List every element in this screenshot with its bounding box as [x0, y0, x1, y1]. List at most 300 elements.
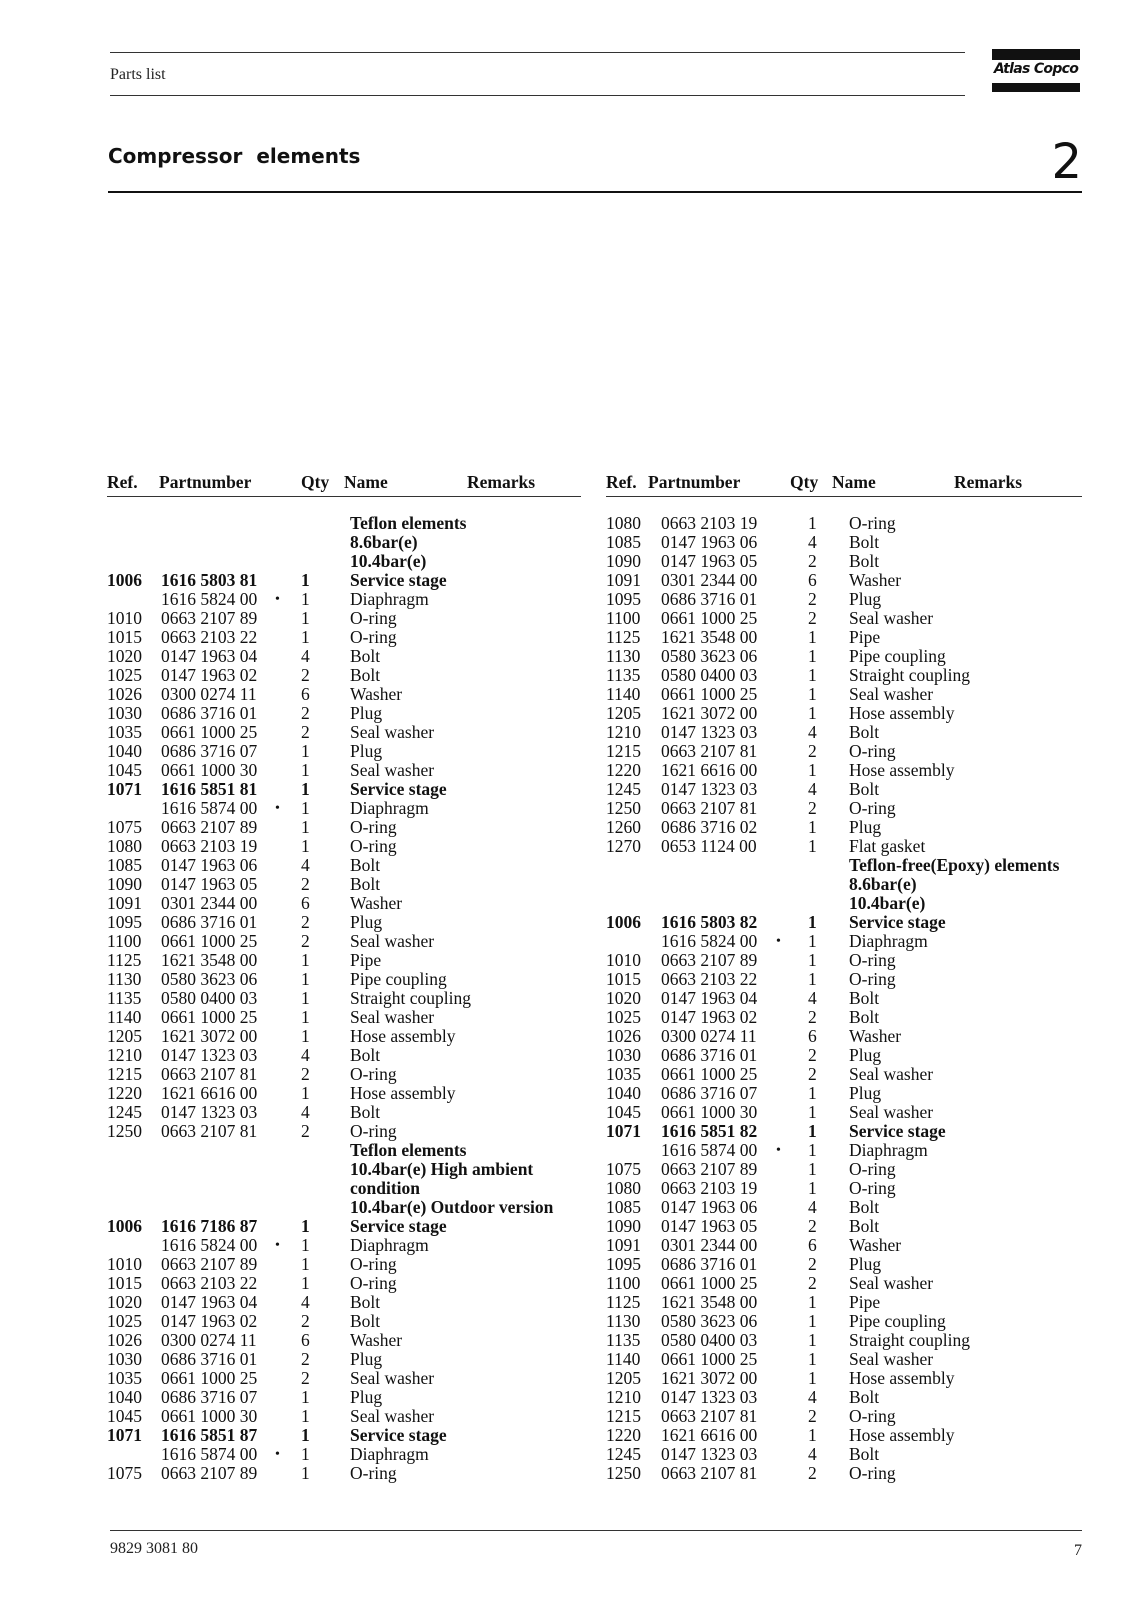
part-number-cell: 0663 2107 89	[161, 608, 258, 628]
name-cell: O-ring	[849, 798, 896, 818]
part-number-cell: 0663 2107 81	[661, 1463, 758, 1483]
ref-cell: 1091	[606, 1235, 641, 1255]
ref-cell: 1045	[107, 760, 142, 780]
name-cell: Straight coupling	[849, 665, 971, 685]
name-cell: O-ring	[849, 1178, 896, 1198]
ref-cell: 1210	[107, 1045, 142, 1065]
ref-cell: 1085	[606, 1197, 641, 1217]
table-row	[107, 1217, 581, 1236]
name-cell: Bolt	[849, 722, 880, 742]
qty-cell: 1	[301, 1387, 310, 1407]
name-cell: O-ring	[849, 513, 896, 533]
part-number-cell: 0580 3623 06	[161, 969, 258, 989]
part-number-cell: 0147 1323 03	[661, 1444, 758, 1464]
name-cell: Teflon elements	[350, 513, 467, 533]
part-number-cell: 0580 0400 03	[661, 665, 758, 685]
table-row	[107, 1274, 581, 1293]
name-cell: Bolt	[849, 988, 880, 1008]
ref-cell: 1205	[606, 1368, 641, 1388]
ref-cell: 1095	[606, 1254, 641, 1274]
table-row	[107, 723, 581, 742]
name-cell: Bolt	[350, 874, 381, 894]
name-cell: Diaphragm	[350, 1444, 429, 1464]
name-cell: Bolt	[350, 1045, 381, 1065]
table-row	[107, 1388, 581, 1407]
name-cell: Bolt	[849, 532, 880, 552]
name-cell: Seal washer	[849, 1064, 934, 1084]
qty-cell: 1	[301, 1007, 310, 1027]
table-row	[606, 628, 1082, 647]
ref-cell: 1245	[107, 1102, 142, 1122]
part-number-cell: 0663 2103 19	[161, 836, 258, 856]
qty-cell: 6	[301, 1330, 310, 1350]
ref-cell: 1245	[606, 779, 641, 799]
ref-cell: 1130	[107, 969, 142, 989]
part-number-cell: 1621 6616 00	[661, 760, 758, 780]
ref-cell: 1215	[107, 1064, 142, 1084]
table-row	[606, 723, 1082, 742]
qty-cell: 1	[808, 760, 817, 780]
ref-cell: 1085	[606, 532, 641, 552]
ref-cell: 1010	[606, 950, 641, 970]
part-number-cell: 0663 2107 89	[661, 950, 758, 970]
table-row	[107, 1160, 581, 1179]
ref-cell: 1091	[606, 570, 641, 590]
name-cell: Pipe	[849, 1292, 881, 1312]
section-rule	[108, 191, 1082, 193]
qty-cell: 1	[301, 1254, 310, 1274]
ref-cell: 1035	[107, 1368, 142, 1388]
part-number-cell: 0147 1323 03	[661, 1387, 758, 1407]
table-row	[107, 761, 581, 780]
table-row	[606, 780, 1082, 799]
qty-cell: 2	[808, 1254, 817, 1274]
ref-cell: 1006	[606, 912, 641, 932]
name-cell: 10.4bar(e)	[350, 551, 427, 571]
table-row	[606, 1407, 1082, 1426]
qty-cell: 1	[808, 1311, 817, 1331]
part-number-cell: 0147 1963 04	[161, 646, 258, 666]
name-cell: 8.6bar(e)	[350, 532, 418, 552]
qty-cell: 1	[808, 627, 817, 647]
qty-cell: 1	[808, 1330, 817, 1350]
name-cell: Diaphragm	[350, 798, 429, 818]
qty-cell: 1	[301, 988, 310, 1008]
footer-doc-number: 9829 3081 80	[110, 1540, 198, 1557]
part-number-cell: 1616 5851 81	[161, 779, 258, 799]
part-number-cell: 0686 3716 07	[161, 741, 258, 761]
ref-cell: 1215	[606, 741, 641, 761]
table-row	[107, 856, 581, 875]
part-number-cell: 0301 2344 00	[661, 570, 758, 590]
name-cell: O-ring	[350, 1064, 397, 1084]
table-row	[107, 742, 581, 761]
qty-cell: 4	[301, 1102, 310, 1122]
table-row	[606, 761, 1082, 780]
name-cell: Bolt	[350, 1292, 381, 1312]
qty-cell: 2	[301, 722, 310, 742]
col-header-ref: Ref.	[606, 472, 637, 492]
ref-cell: 1010	[107, 608, 142, 628]
qty-cell: 1	[808, 931, 817, 951]
table-row	[107, 1027, 581, 1046]
qty-cell: 1	[808, 950, 817, 970]
ref-cell: 1025	[107, 1311, 142, 1331]
name-cell: Hose assembly	[350, 1026, 456, 1046]
table-row	[107, 704, 581, 723]
part-number-cell: 1616 5851 87	[161, 1425, 258, 1445]
qty-cell: 4	[301, 855, 310, 875]
qty-cell: 1	[808, 1425, 817, 1445]
table-row	[107, 1464, 581, 1483]
part-number-cell: 0147 1963 04	[161, 1292, 258, 1312]
table-row	[107, 552, 581, 571]
table-row	[107, 609, 581, 628]
qty-cell: 2	[808, 741, 817, 761]
ref-cell: 1125	[606, 1292, 641, 1312]
ref-cell: 1125	[107, 950, 142, 970]
part-number-cell: 0661 1000 25	[661, 1064, 758, 1084]
table-row	[107, 533, 581, 552]
table-row	[606, 837, 1082, 856]
qty-cell: 1	[808, 1159, 817, 1179]
ref-cell: 1071	[606, 1121, 641, 1141]
part-number-cell: 1621 3072 00	[161, 1026, 258, 1046]
table-row	[107, 894, 581, 913]
qty-cell: 1	[301, 836, 310, 856]
qty-cell: 2	[808, 1216, 817, 1236]
qty-cell: 1	[301, 1026, 310, 1046]
qty-cell: 2	[808, 1045, 817, 1065]
ref-cell: 1045	[107, 1406, 142, 1426]
part-number-cell: 1621 3548 00	[661, 1292, 758, 1312]
name-cell: Plug	[350, 1387, 383, 1407]
part-number-cell: 1621 6616 00	[661, 1425, 758, 1445]
part-number-cell: 0147 1963 05	[161, 874, 258, 894]
qty-cell: 1	[808, 646, 817, 666]
ref-cell: 1135	[107, 988, 142, 1008]
qty-cell: 1	[301, 1406, 310, 1426]
ref-cell: 1080	[606, 513, 641, 533]
ref-cell: 1026	[107, 1330, 142, 1350]
ref-cell: 1135	[606, 665, 641, 685]
ref-cell: 1250	[606, 798, 641, 818]
part-number-cell: 0147 1963 04	[661, 988, 758, 1008]
table-row	[107, 590, 581, 609]
table-row	[606, 1198, 1082, 1217]
ref-cell: 1140	[606, 1349, 641, 1369]
part-number-cell: 1616 5824 00	[161, 589, 258, 609]
name-cell: Bolt	[350, 855, 381, 875]
table-row	[107, 685, 581, 704]
part-number-cell: 1616 5874 00	[661, 1140, 758, 1160]
table-row	[107, 1198, 581, 1217]
ref-cell: 1205	[606, 703, 641, 723]
table-body	[107, 514, 581, 1483]
section-number: 2	[1051, 134, 1082, 190]
ref-cell: 1210	[606, 722, 641, 742]
part-number-cell: 0147 1963 05	[661, 1216, 758, 1236]
part-number-cell: 1616 5824 00	[661, 931, 758, 951]
qty-cell: 1	[301, 570, 310, 590]
part-number-cell: 1621 3072 00	[661, 703, 758, 723]
name-cell: O-ring	[849, 1406, 896, 1426]
qty-cell: 6	[301, 684, 310, 704]
table-row	[606, 1122, 1082, 1141]
qty-cell: 1	[808, 1292, 817, 1312]
col-header-name: Name	[832, 472, 876, 492]
ref-cell: 1075	[107, 817, 142, 837]
table-row	[107, 1445, 581, 1464]
name-cell: Seal washer	[849, 608, 934, 628]
name-cell: Pipe	[350, 950, 382, 970]
table-row	[107, 1065, 581, 1084]
ref-cell: 1030	[606, 1045, 641, 1065]
qty-cell: 2	[301, 665, 310, 685]
name-cell: Seal washer	[849, 1102, 934, 1122]
qty-cell: 4	[808, 1197, 817, 1217]
ref-cell: 1015	[606, 969, 641, 989]
part-number-cell: 1616 7186 87	[161, 1216, 258, 1236]
qty-cell: 2	[301, 912, 310, 932]
name-cell: O-ring	[350, 1121, 397, 1141]
ref-cell: 1220	[606, 760, 641, 780]
part-number-cell: 0663 2107 81	[161, 1121, 258, 1141]
bullet-marker: •	[275, 801, 280, 816]
table-row	[107, 837, 581, 856]
qty-cell: 1	[301, 950, 310, 970]
qty-cell: 1	[301, 817, 310, 837]
table-row	[107, 1103, 581, 1122]
header-title: Parts list	[110, 66, 166, 83]
table-row	[107, 571, 581, 590]
parts-table-left	[107, 472, 581, 1483]
ref-cell: 1100	[606, 1273, 641, 1293]
ref-cell: 1100	[606, 608, 641, 628]
qty-cell: 1	[301, 1083, 310, 1103]
part-number-cell: 0663 2103 22	[161, 1273, 258, 1293]
qty-cell: 2	[808, 551, 817, 571]
part-number-cell: 0580 3623 06	[661, 1311, 758, 1331]
ref-cell: 1071	[107, 1425, 142, 1445]
ref-cell: 1020	[606, 988, 641, 1008]
ref-cell: 1130	[606, 646, 641, 666]
name-cell: Plug	[350, 703, 383, 723]
col-header-part: Partnumber	[159, 472, 252, 492]
name-cell: O-ring	[350, 627, 397, 647]
name-cell: 10.4bar(e) High ambient	[350, 1159, 534, 1179]
part-number-cell: 0653 1124 00	[661, 836, 757, 856]
part-number-cell: 0147 1963 06	[661, 532, 758, 552]
ref-cell: 1006	[107, 1216, 142, 1236]
part-number-cell: 0300 0274 11	[161, 1330, 257, 1350]
table-row	[107, 647, 581, 666]
name-cell: Bolt	[350, 1311, 381, 1331]
qty-cell: 2	[301, 874, 310, 894]
table-row	[107, 628, 581, 647]
name-cell: Service stage	[849, 912, 946, 932]
ref-cell: 1140	[606, 684, 641, 704]
ref-cell: 1020	[107, 1292, 142, 1312]
table-row	[606, 1274, 1082, 1293]
qty-cell: 4	[301, 646, 310, 666]
ref-cell: 1006	[107, 570, 142, 590]
ref-cell: 1095	[107, 912, 142, 932]
table-row	[107, 1369, 581, 1388]
name-cell: Pipe	[849, 627, 881, 647]
name-cell: 10.4bar(e)	[849, 893, 926, 913]
col-header-qty: Qty	[301, 472, 330, 492]
qty-cell: 1	[808, 969, 817, 989]
part-number-cell: 0663 2107 89	[161, 817, 258, 837]
qty-cell: 1	[808, 703, 817, 723]
name-cell: Pipe coupling	[350, 969, 447, 989]
table-row	[107, 818, 581, 837]
col-header-remarks: Remarks	[954, 472, 1023, 492]
name-cell: Seal washer	[350, 760, 435, 780]
table-row	[107, 951, 581, 970]
qty-cell: 1	[301, 969, 310, 989]
qty-cell: 2	[301, 1064, 310, 1084]
qty-cell: 1	[808, 1349, 817, 1369]
col-header-qty: Qty	[790, 472, 819, 492]
qty-cell: 2	[808, 1406, 817, 1426]
qty-cell: 1	[808, 1083, 817, 1103]
part-number-cell: 0661 1000 25	[161, 1007, 258, 1027]
table-row	[606, 1217, 1082, 1236]
qty-cell: 2	[808, 1463, 817, 1483]
qty-cell: 4	[301, 1292, 310, 1312]
table-row	[606, 742, 1082, 761]
name-cell: Bolt	[849, 1387, 880, 1407]
part-number-cell: 1616 5803 81	[161, 570, 258, 590]
name-cell: Washer	[350, 893, 403, 913]
qty-cell: 4	[808, 1444, 817, 1464]
name-cell: Service stage	[350, 1425, 447, 1445]
name-cell: Service stage	[849, 1121, 946, 1141]
part-number-cell: 1621 3548 00	[161, 950, 258, 970]
part-number-cell: 0661 1000 25	[661, 1273, 758, 1293]
table-row	[606, 1369, 1082, 1388]
part-number-cell: 0663 2103 22	[661, 969, 758, 989]
name-cell: Seal washer	[350, 1406, 435, 1426]
table-row	[606, 1179, 1082, 1198]
part-number-cell: 0147 1963 06	[161, 855, 258, 875]
ref-cell: 1270	[606, 836, 641, 856]
name-cell: Hose assembly	[849, 703, 955, 723]
name-cell: Pipe coupling	[849, 646, 946, 666]
table-row	[606, 666, 1082, 685]
ref-cell: 1026	[107, 684, 142, 704]
col-header-part: Partnumber	[648, 472, 741, 492]
qty-cell: 2	[301, 1368, 310, 1388]
qty-cell: 1	[301, 608, 310, 628]
part-number-cell: 0686 3716 01	[661, 1254, 758, 1274]
part-number-cell: 0661 1000 30	[161, 760, 258, 780]
name-cell: Washer	[849, 570, 902, 590]
name-cell: O-ring	[350, 1254, 397, 1274]
name-cell: Plug	[849, 817, 882, 837]
ref-cell: 1100	[107, 931, 142, 951]
footer-page-number: 7	[1074, 1542, 1082, 1559]
table-row	[107, 666, 581, 685]
table-row	[606, 989, 1082, 1008]
ref-cell: 1025	[107, 665, 142, 685]
name-cell: O-ring	[849, 1159, 896, 1179]
part-number-cell: 0686 3716 01	[661, 589, 758, 609]
name-cell: O-ring	[350, 608, 397, 628]
bullet-marker: •	[776, 934, 781, 949]
name-cell: Seal washer	[350, 931, 435, 951]
qty-cell: 4	[301, 1045, 310, 1065]
name-cell: Bolt	[350, 665, 381, 685]
part-number-cell: 0663 2103 22	[161, 627, 258, 647]
table-row	[606, 1293, 1082, 1312]
ref-cell: 1250	[606, 1463, 641, 1483]
name-cell: Diaphragm	[350, 1235, 429, 1255]
name-cell: Bolt	[849, 551, 880, 571]
table-row	[606, 894, 1082, 913]
part-number-cell: 0300 0274 11	[161, 684, 257, 704]
qty-cell: 2	[301, 1121, 310, 1141]
qty-cell: 2	[808, 1064, 817, 1084]
qty-cell: 1	[808, 1140, 817, 1160]
table-row	[606, 1464, 1082, 1483]
part-number-cell: 0686 3716 01	[161, 703, 258, 723]
qty-cell: 6	[808, 1235, 817, 1255]
qty-cell: 6	[301, 893, 310, 913]
ref-cell: 1091	[107, 893, 142, 913]
qty-cell: 1	[808, 836, 817, 856]
table-row	[107, 799, 581, 818]
table-row	[606, 799, 1082, 818]
ref-cell: 1015	[107, 627, 142, 647]
table-row	[107, 1179, 581, 1198]
name-cell: Bolt	[350, 1102, 381, 1122]
name-cell: Pipe coupling	[849, 1311, 946, 1331]
name-cell: condition	[350, 1178, 421, 1198]
qty-cell: 1	[301, 1216, 310, 1236]
part-number-cell: 0686 3716 01	[661, 1045, 758, 1065]
table-row	[107, 875, 581, 894]
name-cell: Bolt	[849, 1007, 880, 1027]
table-row	[107, 989, 581, 1008]
name-cell: Hose assembly	[350, 1083, 456, 1103]
part-number-cell: 0663 2107 81	[661, 798, 758, 818]
ref-cell: 1075	[606, 1159, 641, 1179]
ref-cell: 1030	[107, 703, 142, 723]
name-cell: Flat gasket	[849, 836, 926, 856]
logo-bar-bottom	[992, 83, 1080, 92]
name-cell: Straight coupling	[350, 988, 472, 1008]
qty-cell: 1	[808, 1102, 817, 1122]
ref-cell: 1130	[606, 1311, 641, 1331]
qty-cell: 1	[301, 760, 310, 780]
ref-cell: 1220	[606, 1425, 641, 1445]
table-row	[606, 1160, 1082, 1179]
name-cell: Seal washer	[350, 1007, 435, 1027]
bullet-marker: •	[275, 1447, 280, 1462]
ref-cell: 1040	[606, 1083, 641, 1103]
qty-cell: 2	[808, 589, 817, 609]
section-title: Compressor elements	[108, 144, 361, 168]
qty-cell: 1	[808, 1178, 817, 1198]
bullet-marker: •	[275, 592, 280, 607]
qty-cell: 2	[808, 1007, 817, 1027]
table-row	[606, 1312, 1082, 1331]
footer-rule	[110, 1530, 1082, 1531]
part-number-cell: 1616 5874 00	[161, 1444, 258, 1464]
